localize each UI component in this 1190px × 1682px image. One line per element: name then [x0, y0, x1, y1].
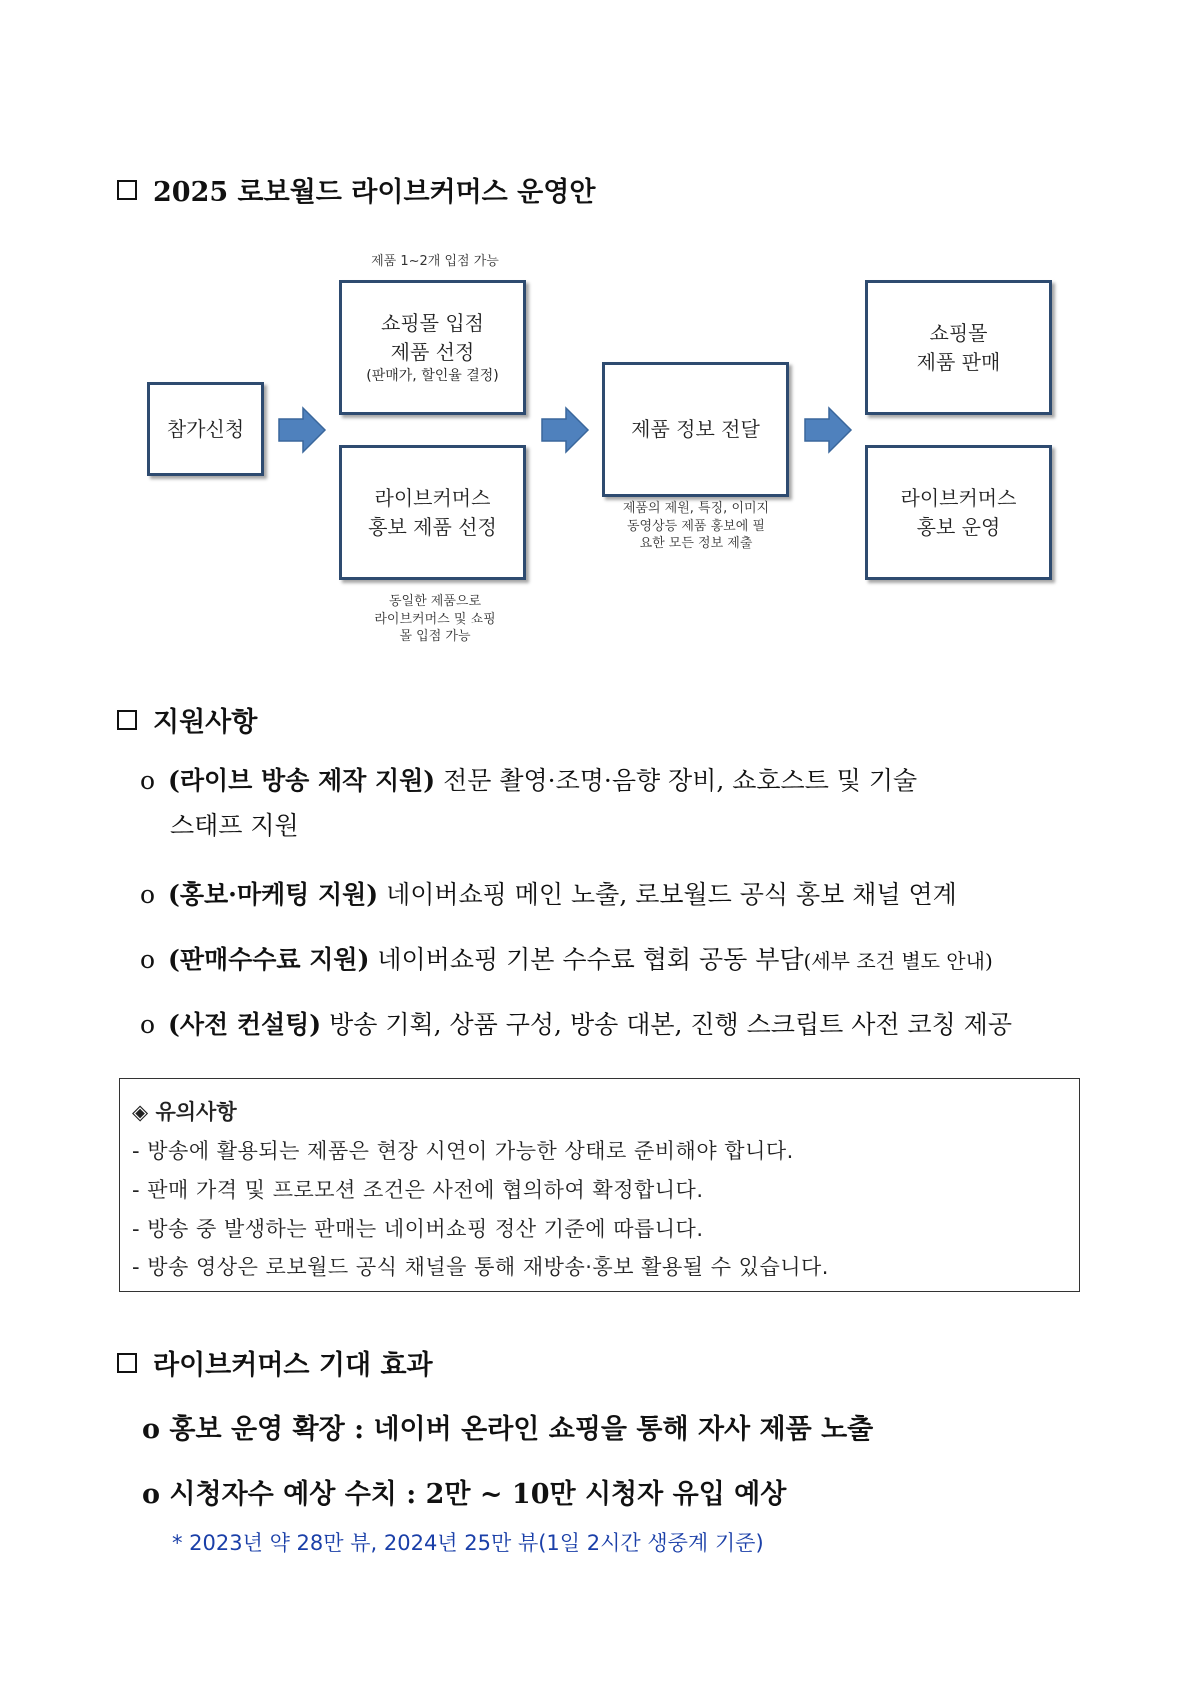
step-info [602, 362, 789, 497]
notice-box [119, 1078, 1080, 1292]
section-title: 라이브커머스 기대 효과 [153, 1350, 433, 1381]
checkbox-square-icon [117, 180, 137, 200]
notice-line: - 방송 영상은 로보월드 공식 채널을 통해 재방송·홍보 활용될 수 있습니다. [132, 1255, 829, 1280]
section-heading-operation [117, 170, 595, 209]
support-item-continuation: 스태프 지원 [170, 811, 299, 840]
notice-title: 유의사항 [155, 1100, 237, 1124]
effect-item: o 시청자수 예상 수치 : 2만 ~ 10만 시청자 유입 예상 [142, 1479, 787, 1510]
notice-title-row [132, 1093, 1067, 1132]
note-line: 동일한 제품으로 [388, 594, 482, 609]
step-live-run [865, 445, 1052, 580]
bullet: o [140, 1010, 156, 1039]
support-item-head: (판매수수료 지원) [168, 945, 370, 974]
bullet: o [140, 945, 156, 974]
step-apply [147, 382, 264, 476]
step-live-select [339, 445, 526, 580]
note-line: 동영상등 제품 홍보에 필 [627, 518, 765, 534]
note-info [600, 500, 792, 553]
step-sublabel: (판매가, 할인율 결정) [366, 367, 499, 384]
right-arrow-icon [540, 405, 590, 455]
notice-line: - 방송에 활용되는 제품은 현장 시연이 가능한 상태로 준비해야 합니다. [132, 1138, 794, 1163]
note-line: 제품의 제원, 특징, 이미지 [622, 501, 770, 516]
step-label: 쇼핑몰 [929, 320, 988, 345]
support-item [140, 1002, 1090, 1047]
footnote: * 2023년 약 28만 뷰, 2024년 25만 뷰(1일 2시간 생중계 기준) [172, 1531, 764, 1555]
step-apply-label: 참가신청 [166, 416, 245, 441]
right-arrow-icon [803, 405, 853, 455]
step-label: 제품 정보 전달 [631, 417, 760, 441]
step-label: 쇼핑몰 입점 [381, 310, 484, 335]
step-mall-sale [865, 280, 1052, 415]
support-item [140, 937, 1090, 982]
section-heading-effects [117, 1343, 433, 1382]
step-label: 제품 판매 [916, 349, 1001, 374]
step-label: 라이브커머스 [374, 485, 491, 510]
support-item-head: (홍보·마케팅 지원) [168, 880, 379, 909]
effect-item: o 홍보 운영 확장 : 네이버 온라인 쇼핑을 통해 자사 제품 노출 [142, 1414, 874, 1445]
support-item-body: 방송 기획, 상품 구성, 방송 대본, 진행 스크립트 사전 코칭 제공 [321, 1010, 1012, 1039]
checkbox-square-icon [117, 710, 137, 730]
checkbox-square-icon [117, 1353, 137, 1373]
note-line: 요한 모든 정보 제출 [639, 536, 753, 552]
support-item-head: (라이브 방송 제작 지원) [168, 766, 436, 795]
note-line: 라이브커머스 및 쇼핑 [374, 611, 496, 627]
section-title: 지원사항 [153, 707, 258, 738]
bullet: o [140, 766, 156, 795]
section-heading-support [117, 700, 257, 739]
support-item-body: 네이버쇼핑 기본 수수료 협회 공동 부담 [369, 945, 804, 974]
section-title: 2025 로보월드 라이브커머스 운영안 [153, 177, 596, 208]
support-item [140, 758, 1090, 848]
notice-line: - 방송 중 발생하는 판매는 네이버쇼핑 정산 기준에 따릅니다. [132, 1216, 704, 1241]
step-label: 홍보 제품 선정 [368, 514, 497, 539]
support-item-body: 전문 촬영·조명·음향 장비, 쇼호스트 및 기술 [435, 766, 918, 795]
support-item [140, 872, 1090, 917]
step-label: 홍보 운영 [916, 514, 1001, 539]
bullet: o [140, 880, 156, 909]
right-arrow-icon [277, 405, 327, 455]
support-item-note: (세부 조건 별도 안내) [803, 949, 993, 973]
note-line: 몰 입점 가능 [399, 629, 471, 645]
note-top: 제품 1~2개 입점 가능 [371, 254, 499, 269]
support-item-body: 네이버쇼핑 메인 노출, 로보월드 공식 홍보 채널 연계 [378, 880, 957, 909]
diamond-icon: ◈ [132, 1100, 149, 1124]
note-bottom [340, 593, 530, 646]
notice-line: - 판매 가격 및 프로모션 조건은 사전에 협의하여 확정합니다. [132, 1177, 704, 1202]
step-label: 라이브커머스 [900, 485, 1017, 510]
step-label: 제품 선정 [390, 339, 475, 364]
step-mall-select [339, 280, 526, 415]
support-item-head: (사전 컨설팅) [168, 1010, 322, 1039]
